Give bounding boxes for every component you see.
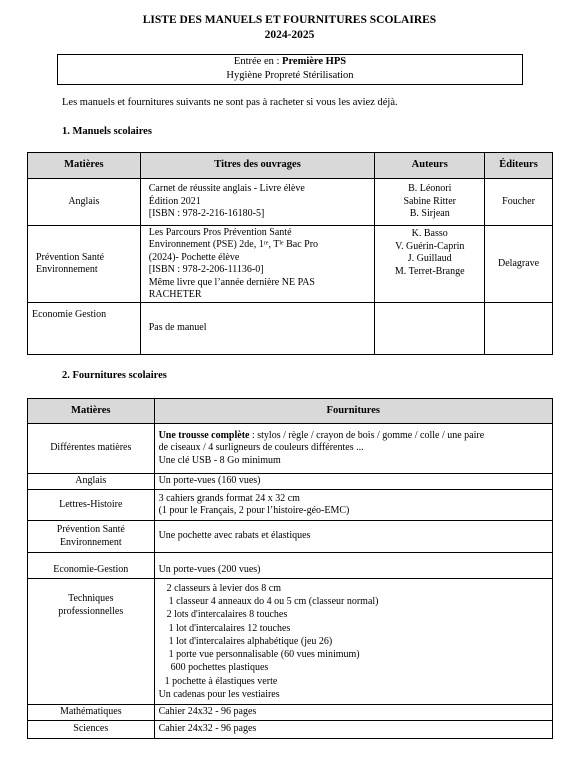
intro-text: Les manuels et fournitures suivants ne sont pas à racheter si vous les aviez déjà. [62, 97, 398, 108]
titre-cell [140, 179, 375, 226]
class-name: Première HPS [282, 56, 347, 67]
titre-line: Carnet de réussite anglais - Livre élève [148, 183, 305, 195]
matiere-line: professionnelles [58, 605, 124, 617]
table-row [28, 179, 553, 226]
matiere-line: Prévention Santé [56, 524, 125, 535]
matiere-cell: Anglais [28, 474, 155, 490]
titre-cell: Pas de manuel [140, 303, 375, 355]
auteurs-cell [375, 179, 485, 226]
fourniture-line: 1 lot d'intercalaires 12 touches [168, 622, 291, 634]
fourniture-cell: Un porte-vues (200 vues) [154, 553, 552, 579]
editeur-cell [485, 303, 553, 355]
matiere-cell: Différentes matières [28, 424, 155, 474]
matiere-line: Environnement [59, 536, 122, 548]
editeur-cell: Delagrave [485, 226, 553, 303]
fourniture-line: 2 classeurs à levier dos 8 cm [166, 582, 281, 594]
header-matieres: Matières [28, 153, 141, 179]
matiere-cell [28, 521, 155, 553]
fournitures-table [27, 398, 553, 739]
table-row [28, 705, 553, 721]
titre-line: RACHETER [148, 289, 202, 300]
header-auteurs: Auteurs [375, 153, 485, 179]
titre-line: Environnement (PSE) 2de, 1ʳᵉ, Tˡᵉ Bac Pro [148, 239, 319, 250]
table-row [28, 721, 553, 739]
header-fournitures: Fournitures [154, 399, 552, 424]
fourniture-line: 1 classeur 4 anneaux do 4 ou 5 cm (classeur normal) [168, 595, 379, 607]
auteurs-cell [375, 226, 485, 303]
table-header-row [28, 399, 553, 424]
table-row [28, 226, 553, 303]
table-header-row [28, 153, 553, 179]
section1-heading: 1. Manuels scolaires [62, 126, 152, 137]
fourniture-cell: Cahier 24x32 - 96 pages [154, 721, 552, 739]
fourniture-cell: Un porte-vues (160 vues) [154, 474, 552, 490]
table-row [28, 303, 553, 355]
titre-line: Édition 2021 [148, 195, 201, 207]
auteur: M. Terret-Brange [394, 265, 465, 277]
titre-line: [ISBN : 978-2-216-16180-5] [148, 208, 265, 220]
fourniture-line: 3 cahiers grands format 24 x 32 cm [158, 492, 300, 504]
table-row [28, 424, 553, 474]
auteur: B. Sirjean [409, 208, 450, 220]
titre-line: [ISBN : 978-2-206-11136-0] [148, 264, 264, 275]
fourniture-line [159, 430, 548, 443]
fourniture-line: 2 lots d'intercalaires 8 touches [166, 609, 288, 621]
matiere-cell: Mathématiques [28, 705, 155, 721]
auteur: B. Léonori [408, 183, 452, 195]
fourniture-line: (1 pour le Français, 2 pour l’histoire-géo-EMC) [158, 505, 350, 516]
titre-line: Les Parcours Pros Prévention Santé [148, 226, 292, 238]
table-row [28, 521, 553, 553]
fourniture-line: 600 pochettes plastiques [170, 662, 269, 674]
fourniture-line: de ciseaux / 4 surligneurs de couleurs différentes ... [158, 442, 364, 454]
fourniture-cell [154, 579, 552, 705]
auteur: J. Guillaud [407, 253, 452, 264]
trousse-label: Une trousse complète [158, 429, 250, 441]
matiere-cell: Economie-Gestion [28, 553, 155, 579]
auteur: K. Basso [411, 228, 448, 239]
header-matieres: Matières [28, 399, 155, 424]
auteur: Sabine Ritter [403, 195, 456, 207]
matiere-cell: Lettres-Histoire [28, 490, 155, 521]
table-row [28, 579, 553, 705]
fourniture-cell [154, 490, 552, 521]
trousse-detail: : stylos / règle / crayon de bois / gomme / colle / une paire [249, 429, 485, 441]
header-titres: Titres des ouvrages [140, 153, 375, 179]
matiere-cell: Sciences [28, 721, 155, 739]
fourniture-cell: Cahier 24x32 - 96 pages [154, 705, 552, 721]
matiere-line: Techniques [68, 593, 114, 604]
class-line [58, 55, 522, 69]
auteurs-cell [375, 303, 485, 355]
manuels-table [27, 152, 553, 355]
fourniture-line: 1 porte vue personnalisable (60 vues minimum) [168, 649, 360, 661]
class-prefix: Entrée en : [233, 56, 283, 67]
matiere-cell [28, 579, 155, 705]
school-year: 2024-2025 [264, 29, 315, 41]
document-title [0, 13, 579, 43]
fourniture-cell [154, 424, 552, 474]
fourniture-cell: Une pochette avec rabats et élastiques [154, 521, 552, 553]
table-row [28, 490, 553, 521]
fourniture-line: Un cadenas pour les vestiaires [158, 689, 280, 701]
table-row [28, 474, 553, 490]
class-box [57, 54, 523, 85]
fourniture-line: 1 lot d'intercalaires alphabétique (jeu 26) [168, 635, 333, 647]
section2-heading: 2. Fournitures scolaires [62, 370, 167, 381]
titre-line: Même livre que l’année dernière NE PAS [148, 276, 315, 288]
header-editeurs: Éditeurs [485, 153, 553, 179]
fourniture-line: Une clé USB - 8 Go minimum [158, 454, 281, 466]
matiere-cell: Anglais [28, 179, 141, 226]
class-subtitle: Hygiène Propreté Stérilisation [226, 69, 354, 81]
titre-cell [140, 226, 375, 303]
matiere-line: Environnement [36, 264, 98, 275]
titre-line: (2024)- Pochette élève [148, 251, 240, 263]
matiere-cell: Economie Gestion [28, 303, 141, 355]
auteur: V. Guérin-Caprin [395, 240, 465, 252]
title-text: LISTE DES MANUELS ET FOURNITURES SCOLAIRES [142, 14, 437, 26]
editeur-cell: Foucher [485, 179, 553, 226]
fourniture-line: 1 pochette à élastiques verte [164, 675, 278, 687]
table-row [28, 553, 553, 579]
matiere-cell [28, 226, 141, 303]
matiere-line: Prévention Santé [36, 251, 105, 263]
